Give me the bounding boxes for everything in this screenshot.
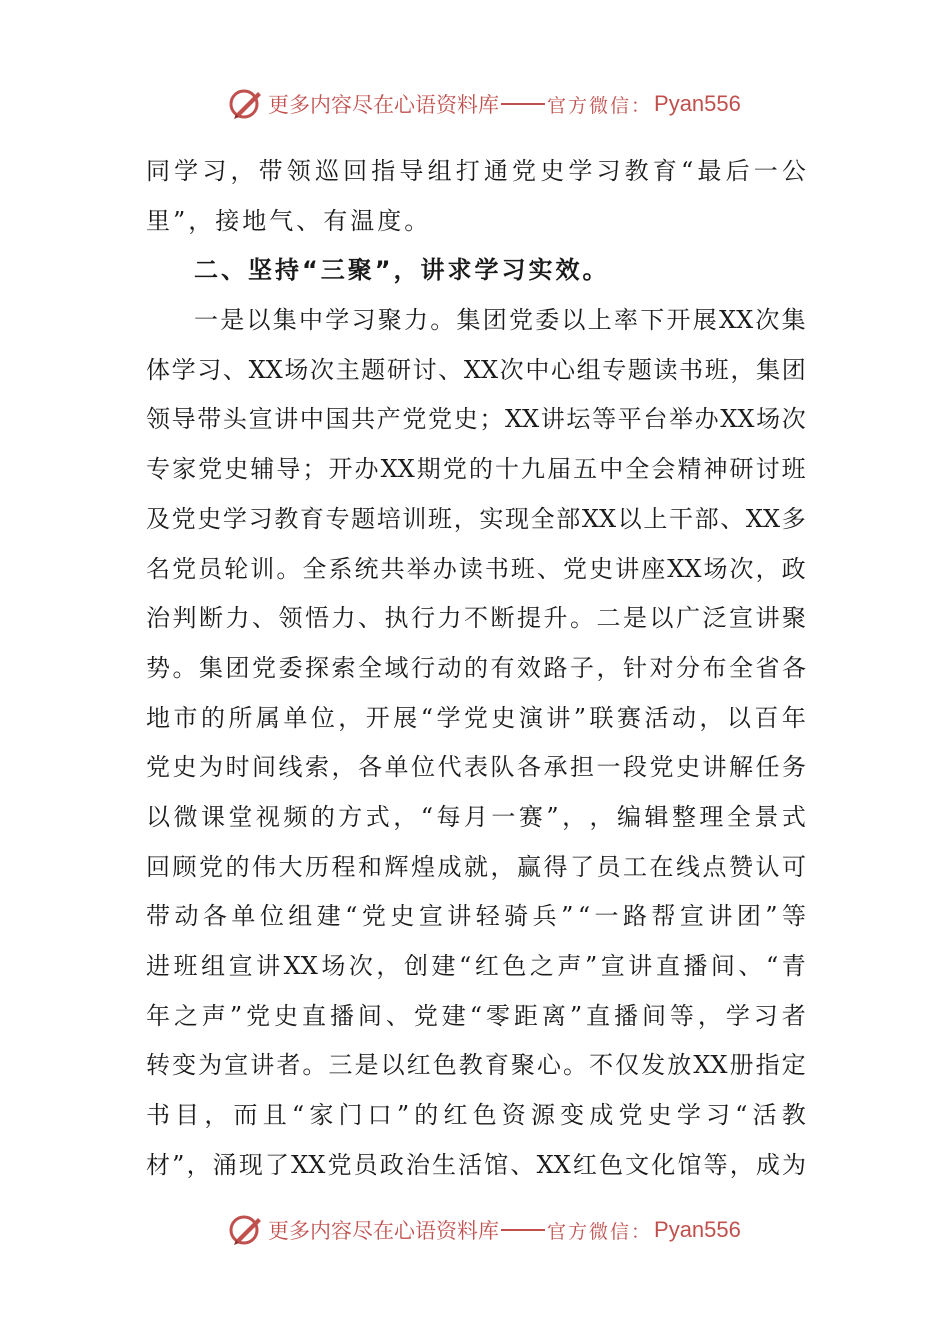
pen-logo-icon: [228, 86, 264, 122]
text-line: 一 是 以 集 中 学 习 聚 力 。 集 团 党 委 以 上 率 下 开 展 XX 次 集: [194, 306, 806, 335]
text-line: 同 学 习 ， 带 领 巡 回 指 导 组 打 通 党 史 学 习 教 育 “ 最 后 一 公: [146, 157, 806, 185]
text-line: 回 顾 党 的 伟 大 历 程 和 辉 煌 成 就 ， 赢 得 了 员 工 在 线 点 赞 认 可: [146, 852, 806, 881]
text-line: 材 ” ， 涌 现 了 XX 党 员 政 治 生 活 馆 、 XX 红 色 文 化 馆 等 ， 成 为: [146, 1150, 806, 1179]
watermark-wechat-id: Pyan556: [654, 91, 741, 116]
watermark-label: 官方微信：: [547, 94, 653, 117]
text-line: 带 动 各 单 位 组 建 “ 党 史 宣 讲 轻 骑 兵 ” “ 一 路 帮 宣 讲 团 ” 等: [146, 902, 806, 931]
text-line: 年 之 声 ” 党 史 直 播 间 、 党 建 “ 零 距 离 ” 直 播 间 等 ， 学 习 者: [146, 1001, 806, 1030]
section-heading: 二、坚持“三聚”，讲求学习实效。: [194, 256, 610, 285]
text-line: 及 党 史 学 习 教 育 专 题 培 训 班 ， 实 现 全 部 XX 以 上 干 部 、 XX 多: [146, 504, 806, 533]
text-line: 书 目 ， 而 且 “ 家 门 口 ” 的 红 色 资 源 变 成 党 史 学 习 “ 活 教: [146, 1101, 806, 1130]
document-body: [146, 147, 806, 1190]
watermark-label: 官方微信：: [547, 1220, 653, 1243]
watermark-dash: [501, 1229, 545, 1231]
text-line: 专 家 党 史 辅 导 ； 开 办 XX 期 党 的 十 九 届 五 中 全 会 精 神 研 讨 班: [146, 455, 806, 484]
text-line: 党 史 为 时 间 线 索 ， 各 单 位 代 表 队 各 承 担 一 段 党 史 讲 解 任 务: [146, 753, 806, 782]
watermark-main-text: 更多内容尽在心语资料库: [268, 93, 499, 117]
text-line: 以 微 课 堂 视 频 的 方 式 ， “ 每 月 一 赛 ” ， ， 编 辑 整 理 全 景 式: [146, 802, 806, 831]
text-line: 进 班 组 宣 讲 XX 场 次 ， 创 建 “ 红 色 之 声 ” 宣 讲 直 播 间 、 “ 青: [146, 952, 806, 980]
text-line: 领 导 带 头 宣 讲 中 国 共 产 党 党 史 ； XX 讲 坛 等 平 台 举 办 XX 场 次: [146, 405, 806, 434]
watermark-main-text: 更多内容尽在心语资料库: [268, 1219, 499, 1243]
text-line: 名 党 员 轮 训 。 全 系 统 共 举 办 读 书 班 、 党 史 讲 座 XX 场 次 ， 政: [146, 554, 806, 583]
text-line: 地 市 的 所 属 单 位 ， 开 展 “ 学 党 史 演 讲 ” 联 赛 活 动 ， 以 百 年: [146, 703, 806, 732]
text-line: 治 判 断 力 、 领 悟 力 、 执 行 力 不 断 提 升 。 二 是 以 广 泛 宣 讲 聚: [146, 604, 806, 633]
text-line: 转 变 为 宣 讲 者 。 三 是 以 红 色 教 育 聚 心 。 不 仅 发 放 XX 册 指 定: [146, 1051, 806, 1080]
text-line: 势 。 集 团 党 委 探 索 全 域 行 动 的 有 效 路 子 ， 针 对 分 布 全 省 各: [146, 653, 806, 682]
pen-logo-icon: [228, 1212, 264, 1248]
watermark-wechat-id: Pyan556: [654, 1217, 741, 1242]
text-line: 里”，接地气、有温度。: [146, 206, 432, 235]
watermark-dash: [501, 103, 545, 105]
text-line: 体 学 习 、 XX 场 次 主 题 研 讨 、 XX 次 中 心 组 专 题 读 书 班 ， 集 团: [146, 355, 806, 384]
watermark-header: [228, 84, 741, 124]
watermark-footer: [228, 1210, 741, 1250]
